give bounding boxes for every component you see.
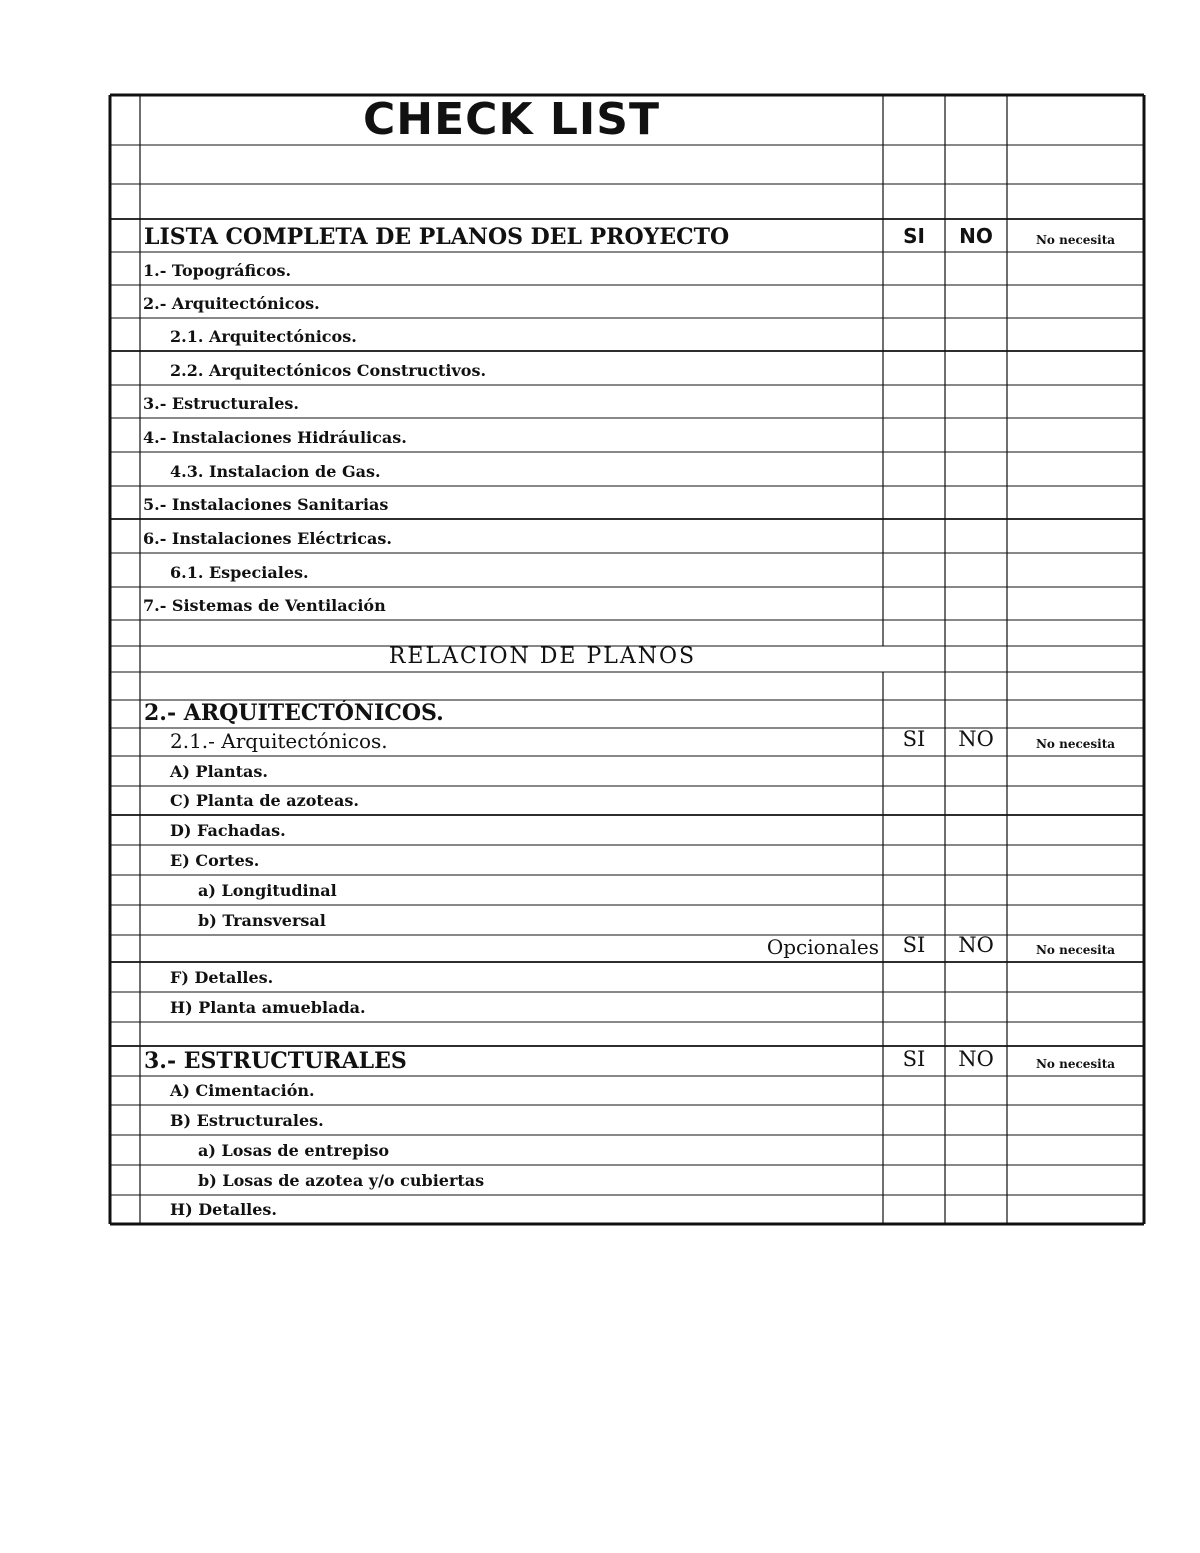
no-necesita-column-header: No necesita <box>1035 943 1116 957</box>
section-title: 2.- ARQUITECTÓNICOS. <box>144 700 444 726</box>
checklist-item-label: 3.- Estructurales. <box>143 394 299 413</box>
checklist-item-label: a) Longitudinal <box>198 881 337 900</box>
checklist-item-label: C) Planta de azoteas. <box>170 791 359 810</box>
checklist-item-label: 6.- Instalaciones Eléctricas. <box>143 529 392 548</box>
section-title: LISTA COMPLETA DE PLANOS DEL PROYECTO <box>144 224 730 250</box>
checklist-item-label: 2.2. Arquitectónicos Constructivos. <box>170 361 487 380</box>
checklist-item-label: B) Estructurales. <box>170 1111 324 1130</box>
checklist-item-label: A) Plantas. <box>170 762 268 781</box>
checklist-item-label: D) Fachadas. <box>170 821 286 840</box>
no-column-header: NO <box>958 935 994 957</box>
no-necesita-column-header: No necesita <box>1035 1057 1116 1071</box>
section-heading: RELACION DE PLANOS <box>388 646 697 669</box>
checklist-item-label: Opcionales <box>766 935 879 959</box>
checklist-item-label: 2.1.- Arquitectónicos. <box>170 729 388 753</box>
checklist-item-label: F) Detalles. <box>170 968 274 987</box>
checklist-item-label: 6.1. Especiales. <box>170 563 309 582</box>
no-column-header: NO <box>958 1047 994 1071</box>
checklist-item-label: 7.- Sistemas de Ventilación <box>143 596 386 615</box>
si-column-header: SI <box>902 935 926 957</box>
checklist-item-label: H) Detalles. <box>170 1200 277 1219</box>
checklist-item-label: H) Planta amueblada. <box>170 998 366 1017</box>
si-column-header: SI <box>903 224 925 248</box>
no-column-header: NO <box>958 728 994 751</box>
checklist-item-label: 2.- Arquitectónicos. <box>143 294 320 313</box>
checklist-item-label: A) Cimentación. <box>170 1081 315 1100</box>
section-title: 3.- ESTRUCTURALES <box>144 1048 407 1074</box>
checklist-item-label: 4.3. Instalacion de Gas. <box>170 462 381 481</box>
si-column-header: SI <box>902 728 926 751</box>
checklist-item-label: b) Losas de azotea y/o cubiertas <box>198 1171 485 1190</box>
checklist-item-label: a) Losas de entrepiso <box>198 1141 390 1160</box>
no-necesita-column-header: No necesita <box>1035 737 1116 751</box>
si-column-header: SI <box>902 1047 926 1071</box>
checklist-item-label: b) Transversal <box>198 911 326 930</box>
checklist-item-label: 5.- Instalaciones Sanitarias <box>143 495 389 514</box>
checklist-item-label: 4.- Instalaciones Hidráulicas. <box>143 428 407 447</box>
checklist-item-label: 1.- Topográficos. <box>143 261 292 280</box>
no-column-header: NO <box>959 224 993 248</box>
no-necesita-column-header: No necesita <box>1035 233 1116 247</box>
checklist-item-label: 2.1. Arquitectónicos. <box>170 327 357 346</box>
page-title: CHECK LIST <box>363 95 660 145</box>
checklist-item-label: E) Cortes. <box>170 851 260 870</box>
